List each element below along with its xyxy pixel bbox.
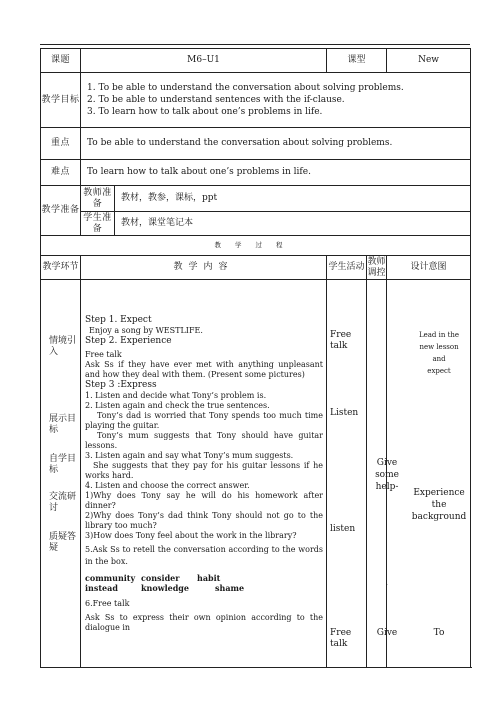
preparation-label: 教学准备 (41, 186, 81, 236)
student-activity: Free talk (330, 330, 352, 351)
design-intent-line: background (411, 512, 467, 522)
difficult-point-row (41, 160, 471, 186)
stage-column (41, 280, 81, 668)
teacher-prep-value: 教材，教参，课标，ppt (115, 186, 471, 212)
prep-teacher-row (41, 186, 471, 212)
step-3-heading: Step 3 :Express (85, 380, 157, 390)
top-rule (40, 44, 470, 45)
objective-item: 1. To be able to understand the conversation about solving problems. (87, 83, 404, 93)
teacher-header: 教师调控 (367, 256, 386, 278)
process-body-row (41, 280, 471, 668)
word-box-row-2 (85, 583, 323, 593)
key-point-label: 重点 (41, 128, 81, 160)
design-intent-column (387, 280, 471, 668)
step-3-item-6: 6.Free talk (85, 599, 130, 608)
stage-item: 质疑答疑 (49, 532, 77, 553)
word-item: instead (85, 583, 118, 593)
word-item: habit (197, 573, 221, 583)
step-3-item-4: 4. Listen and choose the correct answer. (85, 481, 250, 490)
design-intent-line: expect (427, 367, 451, 375)
student-activity-column (327, 280, 367, 668)
student-prep-value: 教材，课堂笔记本 (115, 212, 471, 236)
teacher-control-column (367, 280, 399, 668)
difficult-point-text: To learn how to talk about one’s problems in life. (81, 160, 471, 186)
word-item: consider (141, 573, 180, 583)
word-item: community (85, 573, 136, 583)
step-3-item-3: 3. Listen again and say what Tony’s mum suggests. (85, 451, 294, 460)
topic-label: 课题 (41, 49, 81, 73)
objective-item: 3. To learn how to talk about one’s problems in life. (87, 107, 323, 117)
design-intent-line: Experience (413, 488, 465, 498)
design-intent-line: the (431, 500, 447, 510)
step-2-heading: Step 2. Experience (85, 336, 172, 346)
prep-student-row (41, 212, 471, 236)
student-activity: Free talk (330, 628, 352, 649)
student-header: 学生活动 (327, 256, 367, 280)
stage-item: 交流研讨 (49, 492, 77, 513)
teacher-control-mark: · (386, 582, 388, 589)
teacher-prep-label: 教师准备 (81, 186, 115, 212)
step-3-item-1: 1. Listen and decide what Tony’s problem is. (85, 391, 267, 400)
stage-item: 自学目标 (49, 454, 77, 475)
objectives-row (41, 73, 471, 128)
step-3-item-5: 5.Ask Ss to retell the conversation according to the words in the box. (85, 545, 324, 566)
student-prep-label: 学生准备 (81, 212, 115, 236)
teacher-control-line: some (375, 470, 399, 480)
step-3-item-2: 2. Listen again and check the true sentences. (85, 401, 270, 410)
teacher-control-line: help- (375, 482, 399, 492)
content-header: 教学内容 (81, 256, 327, 280)
step-2-free-talk: Free talk (85, 350, 122, 359)
word-item: shame (215, 583, 245, 593)
question-2: 2)Why does Tony’s dad think Tony should not go to the library too much? (85, 511, 324, 530)
step-1-heading: Step 1. Expect (85, 315, 152, 325)
process-title-row (41, 236, 471, 256)
step-3-item-6-text: Ask Ss to express their own opinion according to the dialogue in (85, 613, 324, 632)
key-point-row (41, 128, 471, 160)
process-title: 教学过程 (41, 236, 471, 256)
objective-item: 2. To be able to understand sentences with the if-clause. (87, 95, 345, 105)
objectives-cell (81, 73, 471, 128)
student-activity: Listen (330, 408, 359, 418)
teacher-control-line: Give (376, 458, 398, 468)
key-point-text: To be able to understand the conversation about solving problems. (81, 128, 471, 160)
design-intent-line: and (432, 355, 446, 363)
lesson-plan-table (40, 48, 471, 668)
objectives-list (81, 80, 470, 120)
objectives-label: 教学目标 (41, 73, 81, 128)
mum-suggestion: She suggests that they pay for his guitar lessons if he works hard. (85, 461, 324, 480)
design-intent-line: new lesson (419, 343, 459, 351)
difficult-point-label: 难点 (41, 160, 81, 186)
content-column (81, 280, 327, 668)
true-sentence-2: Tony’s mum suggests that Tony should have guitar lessons. (85, 431, 324, 450)
student-activity: listen (330, 524, 356, 534)
type-value: New (387, 49, 471, 73)
stage-item: 情境引入 (49, 336, 77, 357)
step-1-text: Enjoy a song by WESTLIFE. (89, 326, 203, 335)
process-header-row (41, 256, 471, 280)
word-box-row-1 (85, 573, 323, 583)
word-item: knowledge (141, 583, 189, 593)
type-label: 课型 (327, 49, 387, 73)
stage-item: 展示目标 (49, 414, 77, 435)
question-1: 1)Why does Tony say he will do his homework after dinner? (85, 491, 324, 510)
design-header: 设计意图 (387, 256, 471, 280)
true-sentence-1: Tony’s dad is worried that Tony spends too much time playing the guitar. (85, 411, 324, 430)
design-intent-line: To (433, 628, 445, 638)
stage-header: 教学环节 (41, 256, 81, 280)
topic-value: M6–U1 (81, 49, 327, 73)
design-intent-line: Lead in the (418, 331, 460, 339)
topic-row (41, 49, 471, 73)
question-3: 3)How does Tony feel about the work in the library? (85, 531, 297, 540)
teacher-control-line: Give (376, 628, 398, 638)
step-2-text: Ask Ss if they have ever met with anything unpleasant and how they deal with them. (Present some pictures) (85, 360, 324, 379)
